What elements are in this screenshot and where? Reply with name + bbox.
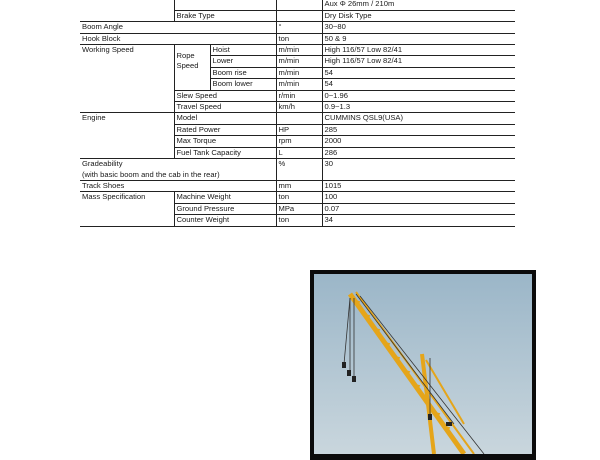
- boom-rise-unit: m/min: [276, 67, 322, 78]
- working-speed-label: Working Speed: [80, 45, 174, 113]
- spec-table: [80, 0, 515, 227]
- max-torque-value: 2000: [322, 136, 515, 147]
- hook-block-value: 50 & 9: [322, 33, 515, 44]
- fuel-tank-value: 286: [322, 147, 515, 158]
- travel-speed-value: 0.9~1.3: [322, 102, 515, 113]
- rated-power-unit: HP: [276, 124, 322, 135]
- fuel-tank-unit: L: [276, 147, 322, 158]
- engine-model-label: Model: [174, 113, 276, 124]
- gradeability-label: Gradeability (with basic boom and the cab in the rear): [80, 159, 276, 181]
- fuel-tank-label: Fuel Tank Capacity: [174, 147, 276, 158]
- boom-rise-value: 54: [322, 67, 515, 78]
- gradeability-value: 30: [322, 159, 515, 181]
- max-torque-label: Max Torque: [174, 136, 276, 147]
- machine-weight-unit: ton: [276, 192, 322, 203]
- travel-speed-label: Travel Speed: [174, 102, 276, 113]
- lower-unit: m/min: [276, 56, 322, 67]
- slew-speed-value: 0~1.96: [322, 90, 515, 101]
- counter-weight-value: 34: [322, 215, 515, 226]
- ground-pressure-label: Ground Pressure: [174, 203, 276, 214]
- table-row: [80, 33, 515, 44]
- travel-speed-unit: km/h: [276, 102, 322, 113]
- track-shoes-value: 1015: [322, 180, 515, 191]
- max-torque-unit: rpm: [276, 136, 322, 147]
- boom-lower-label: Boom lower: [210, 79, 276, 90]
- table-row: [80, 180, 515, 191]
- boom-angle-value: 30~80: [322, 22, 515, 33]
- slew-speed-unit: r/min: [276, 90, 322, 101]
- crane-photo-image: [314, 274, 532, 454]
- counter-weight-unit: ton: [276, 215, 322, 226]
- wire-rope-label: [174, 0, 276, 10]
- machine-weight-label: Machine Weight: [174, 192, 276, 203]
- wire-rope-aux: Aux Φ 26mm / 210m: [322, 0, 515, 10]
- gradeability-unit: %: [276, 159, 322, 181]
- brake-type-label: Brake Type: [174, 10, 276, 21]
- rated-power-value: 285: [322, 124, 515, 135]
- rope-speed-label: Rope Speed: [174, 45, 210, 91]
- hoist-unit: m/min: [276, 45, 322, 56]
- boom-rise-label: Boom rise: [210, 67, 276, 78]
- mass-spec-label: Mass Specification: [80, 192, 174, 226]
- brake-type-value: Dry Disk Type: [322, 10, 515, 21]
- engine-label: Engine: [80, 113, 174, 159]
- boom-lower-unit: m/min: [276, 79, 322, 90]
- gradeability-note: (with basic boom and the cab in the rear): [82, 169, 220, 179]
- table-row: [80, 22, 515, 33]
- table-row: [80, 159, 515, 181]
- hook-block-unit: ton: [276, 33, 322, 44]
- hook-block-label: Hook Block: [80, 33, 276, 44]
- boom-lower-value: 54: [322, 79, 515, 90]
- engine-model-unit: [276, 113, 322, 124]
- engine-model-value: CUMMINS QSL9(USA): [322, 113, 515, 124]
- wire-rope-unit: [276, 0, 322, 10]
- hoist-winch-label: [80, 0, 174, 22]
- ground-pressure-unit: MPa: [276, 203, 322, 214]
- lower-label: Lower: [210, 56, 276, 67]
- crane-photo: [310, 270, 536, 460]
- hoist-value: High 116/57 Low 82/41: [322, 45, 515, 56]
- machine-weight-value: 100: [322, 192, 515, 203]
- boom-angle-unit: °: [276, 22, 322, 33]
- table-row: [80, 45, 515, 56]
- table-row: [80, 113, 515, 124]
- rated-power-label: Rated Power: [174, 124, 276, 135]
- slew-speed-label: Slew Speed: [174, 90, 276, 101]
- table-row: [80, 192, 515, 203]
- boom-angle-label: Boom Angle: [80, 22, 276, 33]
- ground-pressure-value: 0.07: [322, 203, 515, 214]
- lower-value: High 116/57 Low 82/41: [322, 56, 515, 67]
- track-shoes-label: Track Shoes: [80, 180, 276, 191]
- hoist-label: Hoist: [210, 45, 276, 56]
- track-shoes-unit: mm: [276, 180, 322, 191]
- counter-weight-label: Counter Weight: [174, 215, 276, 226]
